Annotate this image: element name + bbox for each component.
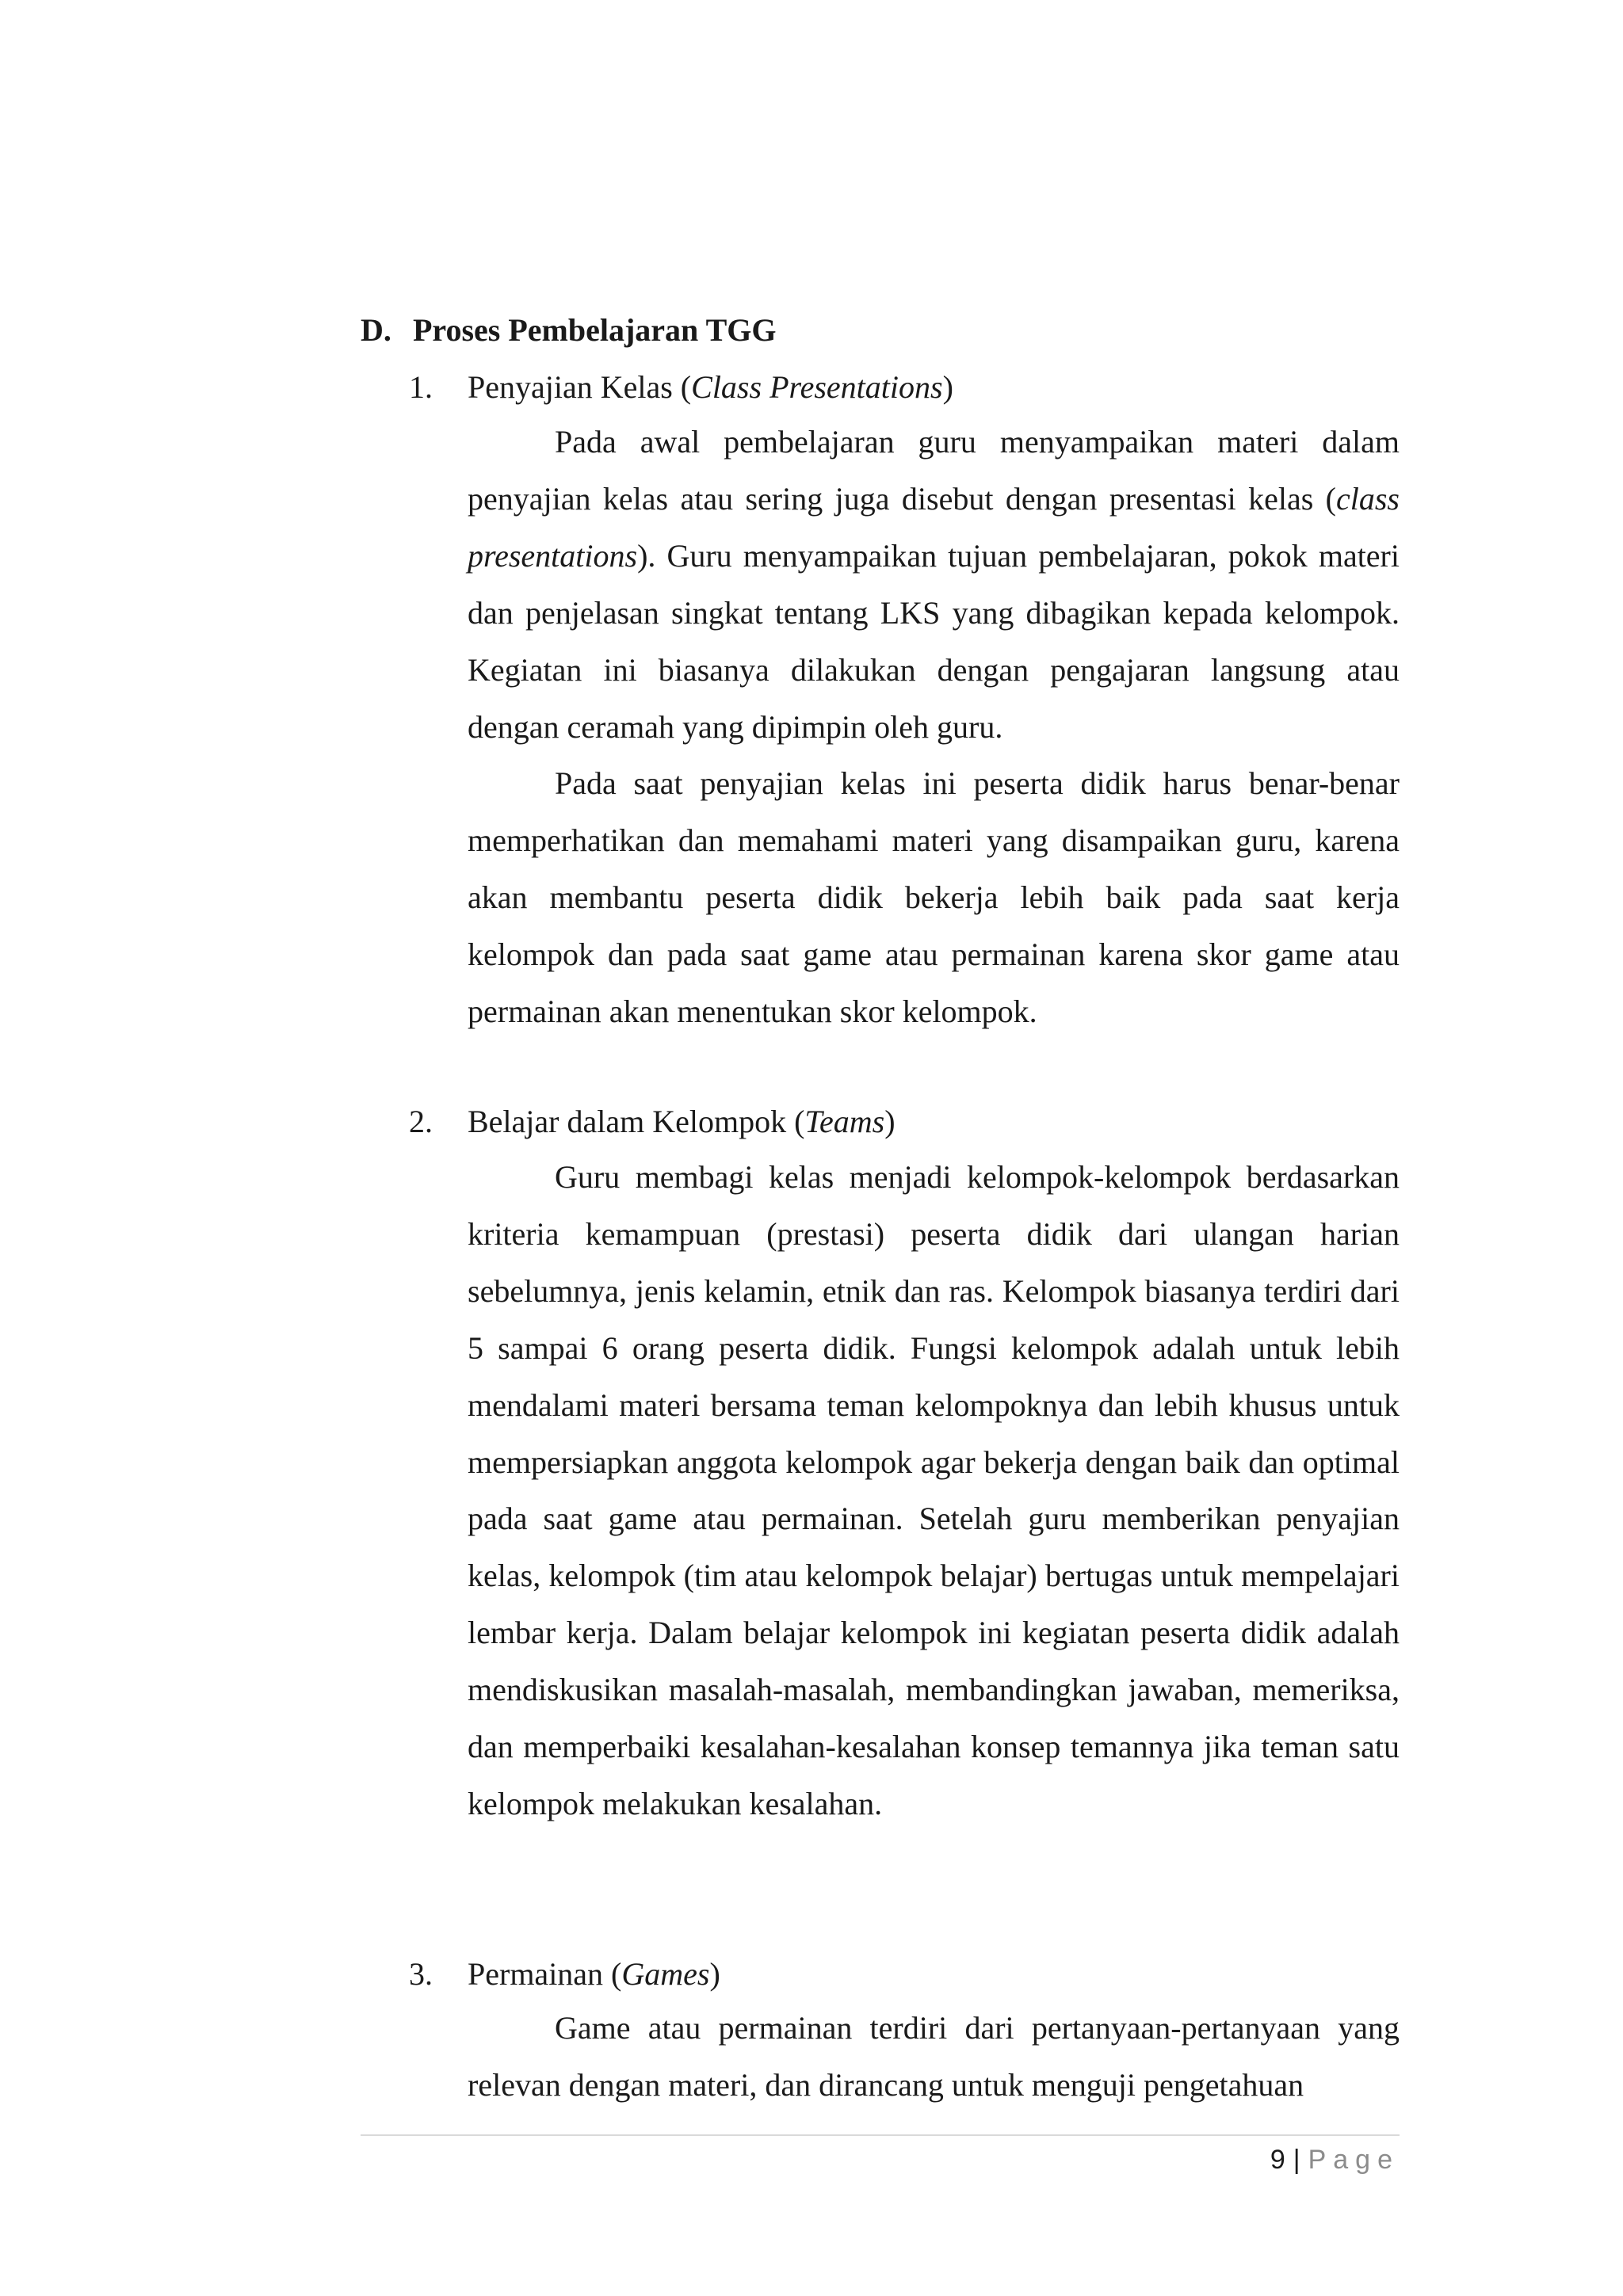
item-2-number: 2. [409, 1104, 433, 1139]
item-2-title-text: Belajar dalam Kelompok ( [468, 1104, 805, 1139]
item-1-title [409, 368, 953, 407]
item-3-title [409, 1955, 720, 1994]
section-heading [361, 311, 776, 350]
item-3-number: 3. [409, 1956, 433, 1992]
footer-separator: | [1293, 2145, 1300, 2175]
item-1-title-italic: Class Presentations [691, 369, 943, 405]
item-1-title-close: ) [942, 369, 953, 405]
page-label: Page [1308, 2145, 1400, 2175]
item-1-number: 1. [409, 369, 433, 405]
page-footer [1270, 2142, 1400, 2178]
item-2-title [409, 1102, 896, 1142]
item-1-paragraph-1 [468, 414, 1400, 755]
page-number: 9 [1270, 2145, 1285, 2175]
section-letter: D. [361, 312, 391, 348]
item-3-title-italic: Games [621, 1956, 710, 1992]
item-2-title-close: ) [884, 1104, 896, 1139]
item-2-paragraph-1: Guru membagi kelas menjadi kelompok-kelompok berdasarkan kriteria kemampuan (prestasi) peserta didik dari ulangan harian sebelumnya, jenis kelamin, etnik dan ras. Kelompok biasanya terdiri dari 5 sampai 6 orang peserta didik. Fungsi kelompok adalah untuk lebih mendalami materi bersama teman kelompoknya dan lebih khusus untuk mempersiapkan anggota kelompok agar bekerja dengan baik dan optimal pada saat game atau permainan. Setelah guru memberikan penyajian kelas, kelompok (tim atau kelompok belajar) bertugas untuk mempelajari lembar kerja. Dalam belajar kelompok ini kegiatan peserta didik adalah mendiskusikan masalah-masalah, membandingkan jawaban, memeriksa, dan memperbaiki kesalahan-kesalahan konsep temannya jika teman satu kelompok melakukan kesalahan. [468, 1159, 1400, 1821]
footer-divider [361, 2134, 1400, 2136]
item-1-paragraph-1-italic: class presentations [468, 480, 1400, 574]
item-1-body [468, 414, 1400, 1040]
item-1-paragraph-2: Pada saat penyajian kelas ini peserta didik harus benar-benar memperhatikan dan memahami materi yang disampaikan guru, karena akan membantu peserta didik bekerja lebih baik pada saat kerja kelompok dan pada saat game atau permainan karena skor game atau permainan akan menentukan skor kelompok. [468, 765, 1400, 1030]
item-3-body [468, 2000, 1400, 2114]
item-2-body [468, 1149, 1400, 1833]
item-1-paragraph-1-text-end: ). Guru menyampaikan tujuan pembelajaran, pokok materi dan penjelasan singkat tentang LKS yang dibagikan kepada kelompok. Kegiatan ini biasanya dilakukan dengan pengajaran langsung atau dengan ceramah yang dipimpin oleh guru. [468, 537, 1400, 745]
item-3-paragraph-1: Game atau permainan terdiri dari pertanyaan-pertanyaan yang relevan dengan materi, dan dirancang untuk menguji pengetahuan [468, 2010, 1400, 2103]
item-1-title-text: Penyajian Kelas ( [468, 369, 692, 405]
item-3-title-text: Permainan ( [468, 1956, 622, 1992]
section-title: Proses Pembelajaran TGG [413, 312, 777, 348]
item-3-title-close: ) [709, 1956, 720, 1992]
item-2-title-italic: Teams [804, 1104, 885, 1139]
item-1-paragraph-1-text: Pada awal pembelajaran guru menyampaikan materi dalam penyajian kelas atau sering juga disebut dengan presentasi kelas ( [468, 424, 1400, 517]
